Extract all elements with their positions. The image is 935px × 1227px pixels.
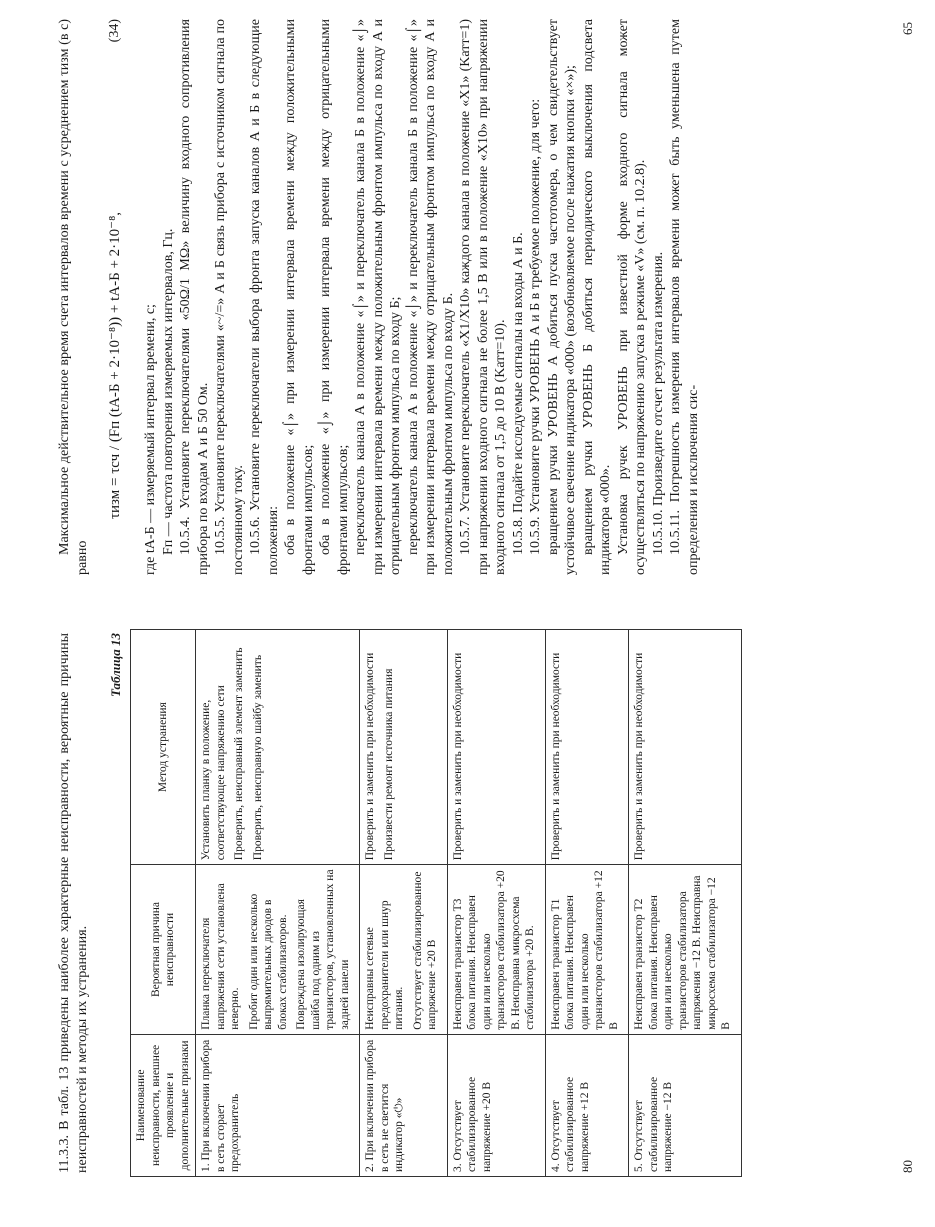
paragraph: 10.5.9. Установите ручки УРОВЕНЬ А и Б в требуемое положение, для чего: (528, 98, 543, 555)
cause-text: Планка переключателя напряжения сети установлена неверно. (200, 883, 241, 1030)
cause-text: Повреждена изолирующая шайба под одним из транзисторов, установленных на задней панели (295, 869, 351, 1030)
symptom-cell: 1. При включении прибора в сеть сгорает предохранитель (196, 1034, 360, 1176)
header-cause: Вероятная причина неисправности (131, 865, 196, 1035)
table-row (360, 630, 448, 1177)
method-text: Проверить и заменить при необходимости (549, 652, 562, 861)
method-cell (545, 630, 629, 865)
paragraph: переключатель канала А в положение «⌠» и переключатель канала Б в положение «⌡» при измерении интервала времени между положительным фронтом импульса по входу А и отрицательным фронтом импульса по входу Б; (353, 19, 403, 575)
cause-text: Неисправен транзистор Т1 блока питания. Неисправен один или несколько транзисторов стабилизатора +12 В (549, 870, 620, 1030)
method-cell (629, 630, 742, 865)
paragraph: 10.5.6. Установите переключатели выбора фронта запуска каналов А и Б в следующие положения: (248, 19, 281, 575)
method-text: Произвести ремонт источника питания (382, 668, 395, 861)
method-cell (360, 630, 448, 865)
method-text: Проверить и заменить при необходимости (451, 652, 464, 861)
header-symptom: Наименование неисправности, внешнее проявление и дополнительные признаки (131, 1034, 196, 1176)
table-intro: 11.3.3. В табл. 13 приведены наиболее характерные неисправности, вероятные причины неисправностей и методы их устранения. (57, 633, 90, 1173)
paragraph: оба в положение «⌡» при измерении интервала времени между отрицательными фронтами импульсов; (318, 19, 351, 575)
method-text: Проверить, неисправный элемент заменить (233, 647, 245, 861)
formula-intro: Максимальное действительное время счета интервалов времени с усреднением τизм (в с) равно (57, 19, 90, 575)
paragraph: 10.5.8. Подайте исследуемые сигналы на входы А и Б. (510, 232, 526, 555)
cause-text: Неисправен транзистор Т2 блока питания. Неисправен один или несколько транзисторов стабилизатора напряжения −12 В. Неисправна микросхема стабилизатора −12 В (633, 875, 732, 1030)
formula-number: (34) (106, 19, 122, 43)
method-cell (196, 630, 360, 865)
table-caption: Таблица 13 (108, 633, 123, 698)
right-page-body (56, 19, 702, 575)
formula-block (105, 19, 124, 575)
paragraph: Fп — частота повторения измеряемых интервалов, Гц. (160, 228, 176, 555)
table-row (629, 630, 742, 1177)
paragraph: 10.5.4. Установите переключателями «50Ω/1 MΩ» величину входного сопротивления прибора по входам А и Б 50 Ом. (178, 19, 211, 575)
page-number: 80 (900, 1160, 915, 1173)
method-text: Проверить и заменить при необходимости (633, 652, 645, 861)
cause-text: Неисправны сетевые предохранители или шнур питания. (364, 900, 405, 1030)
table-header-row (131, 630, 196, 1177)
page-number: 65 (900, 22, 915, 35)
symptom-cell: 2. При включении прибора в сеть не светится индикатор «⏻» (360, 1034, 448, 1176)
table-row (196, 630, 360, 1177)
symptom-cell: 3. Отсутствует стабилизированное напряжение +20 В (447, 1034, 545, 1176)
symptom-cell: 5. Отсутствует стабилизированное напряжение −12 В (629, 1034, 742, 1176)
header-method: Метод устранения (131, 630, 196, 865)
cause-cell (447, 865, 545, 1035)
table-row (447, 630, 545, 1177)
paragraph: 10.5.10. Произведите отсчет результата измерения. (650, 251, 666, 555)
paragraph: 10.5.11. Погрешность измерения интервалов времени может быть уменьшена путем определения и исключения сис- (668, 19, 701, 575)
paragraph: 10.5.5. Установите переключателями «~/=» А и Б связь прибора с источником сигнала по постоянному току. (213, 19, 246, 575)
symptom-cell: 4. Отсутствует стабилизированное напряжение +12 В (545, 1034, 629, 1176)
method-text: Проверить, неисправную шайбу заменить (251, 654, 264, 861)
paragraph: переключатель канала А в положение «⌡» и переключатель канала Б в положение «⌠» при измерении интервала времени между отрицательным фронтом импульса по входу А и положительным фронтом импульса по входу Б. (405, 19, 456, 575)
left-page (0, 627, 935, 1187)
paragraph: оба в положение «⌠» при измерении интервала времени между положительными фронтами импульсов; (283, 19, 316, 575)
method-cell (447, 630, 545, 865)
cause-cell (545, 865, 629, 1035)
right-page (0, 12, 935, 587)
cause-cell (196, 865, 360, 1035)
paragraph: 10.5.7. Установите переключатель «X1/X10» каждого канала в положение «X1» (Kатт=1) при напряжении входного сигнала не более 1,5 В или в положение «X10» при напряжении входного сигнала от 1,5 до 10 В (Kатт=10). (458, 19, 508, 575)
paragraph: вращением ручки УРОВЕНЬ А добиться пуска частотомера, о чем свидетельствует устойчивое свечение индикатора «000» (возобновляемое после нажатия кнопки «×»); (545, 19, 578, 575)
method-text: Установить планку в положение, соответствующее напряжению сети (200, 685, 227, 861)
cause-cell (629, 865, 742, 1035)
method-text: Проверить и заменить при необходимости (364, 652, 376, 861)
paragraph: где tА-Б — измеряемый интервал времени, с; (143, 304, 158, 575)
cause-text: Неисправен транзистор Т3 блока питания. Неисправен один или несколько транзисторов стабилизатора +20 В. Неисправна микросхема стабилизатора +20 В. (451, 870, 536, 1030)
cause-cell (360, 865, 448, 1035)
faults-table (130, 629, 742, 1177)
cause-text: Отсутствует стабилизированное напряжение +20 В (411, 871, 438, 1030)
paragraph: вращением ручки УРОВЕНЬ Б добиться периодического выключения подсвета индикатора «000». (580, 19, 613, 575)
paragraph: Установка ручек УРОВЕНЬ при известной форме входного сигнала может осуществляться по напряжению запуска в режиме «V» (см. п. 10.2.8). (615, 19, 648, 575)
table-row (545, 630, 629, 1177)
formula: τизм = τсч / (Fп (tА-Б + 2·10⁻⁸)) + tА-Б + 2·10⁻⁸, (107, 211, 123, 519)
cause-text: Пробит один или несколько выпрямительных диодов в блоках стабилизаторов. (247, 893, 289, 1030)
